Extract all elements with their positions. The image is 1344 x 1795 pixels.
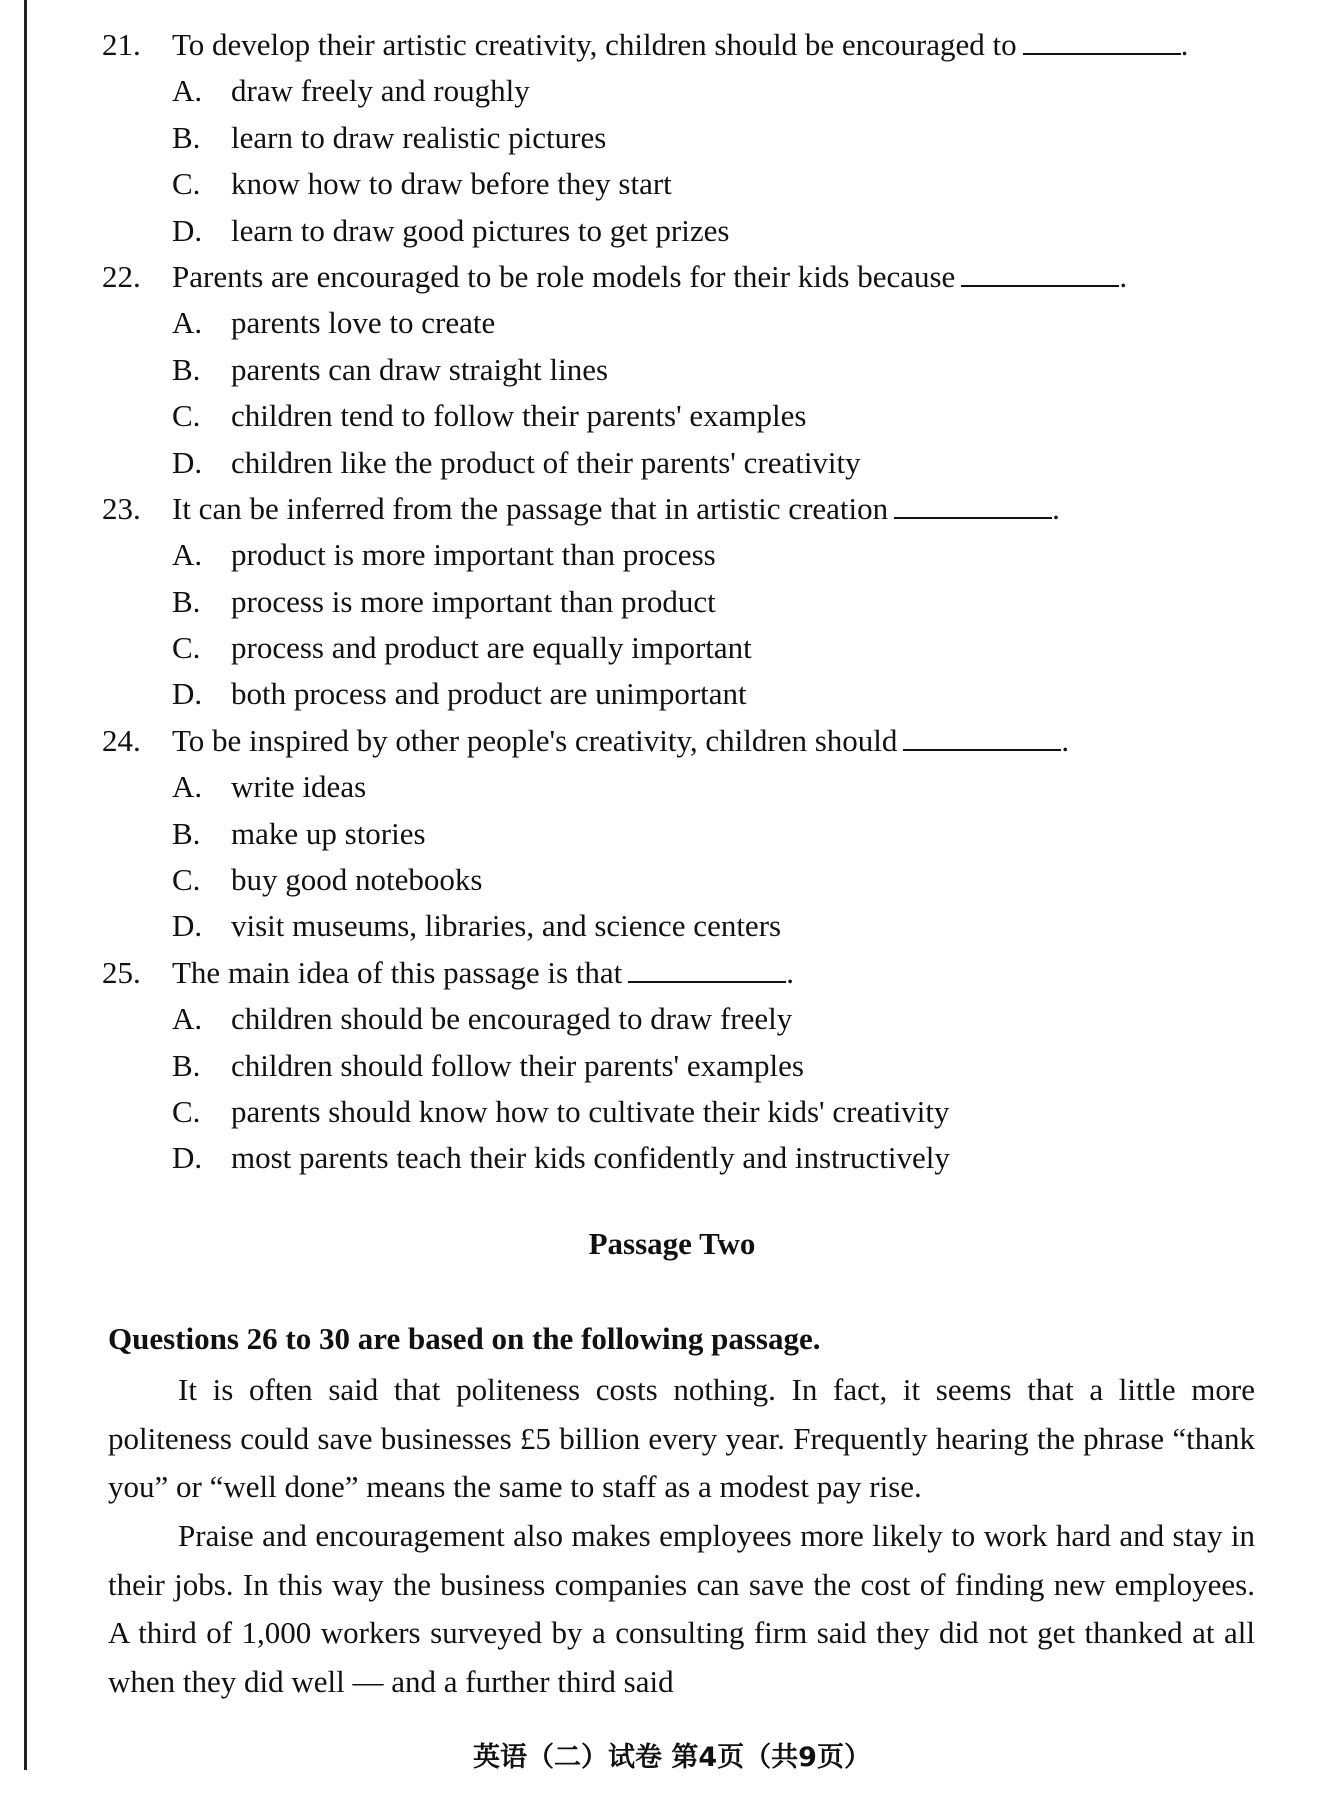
option-text: draw freely and roughly <box>231 73 530 109</box>
answer-blank <box>1023 29 1181 55</box>
stem-end: . <box>1061 722 1070 758</box>
option-a <box>102 996 1282 1042</box>
option-text: learn to draw realistic pictures <box>231 119 607 155</box>
option-text: children should follow their parents' examples <box>231 1047 804 1083</box>
option-c <box>102 161 1282 207</box>
option-text: process and product are equally important <box>231 630 752 666</box>
question-text: To be inspired by other people's creativity, children should <box>172 722 898 758</box>
option-letter: D. <box>172 212 203 248</box>
option-b <box>102 1043 1282 1089</box>
option-text: write ideas <box>231 769 367 805</box>
binding-margin-line <box>24 0 27 1770</box>
option-letter: B. <box>172 1047 201 1083</box>
question-23 <box>102 486 1282 718</box>
option-letter: B. <box>172 351 201 387</box>
question-text: Parents are encouraged to be role models for their kids because <box>172 258 956 294</box>
option-text: parents can draw straight lines <box>231 351 609 387</box>
option-text: children should be encouraged to draw freely <box>231 1001 793 1037</box>
option-letter: C. <box>172 630 201 666</box>
option-text: product is more important than process <box>231 537 716 573</box>
option-text: know how to draw before they start <box>231 166 672 202</box>
option-letter: B. <box>172 119 201 155</box>
question-text: To develop their artistic creativity, children should be encouraged to <box>172 27 1017 62</box>
option-letter: D. <box>172 676 203 712</box>
question-number: 25. <box>102 954 141 990</box>
question-number: 22. <box>102 258 141 294</box>
option-b <box>102 347 1282 393</box>
option-a <box>102 68 1282 114</box>
option-text: parents should know how to cultivate their kids' creativity <box>231 1093 950 1129</box>
option-a <box>102 532 1282 578</box>
page-footer: 英语（二）试卷 第4页（共9页） <box>473 1742 871 1773</box>
option-letter: D. <box>172 1140 203 1176</box>
option-letter: A. <box>172 769 203 805</box>
question-stem <box>102 22 1282 68</box>
question-stem <box>102 254 1282 300</box>
option-letter: D. <box>172 908 203 944</box>
question-stem <box>102 718 1282 764</box>
option-letter: A. <box>172 305 203 341</box>
passage-instruction: Questions 26 to 30 are based on the following passage. <box>108 1321 821 1356</box>
option-b <box>102 579 1282 625</box>
option-c <box>102 857 1282 903</box>
question-text: The main idea of this passage is that <box>172 954 623 990</box>
option-d <box>102 208 1282 254</box>
stem-end: . <box>1119 258 1128 294</box>
option-text: parents love to create <box>231 305 496 341</box>
passage-paragraph-1: It is often said that politeness costs nothing. In fact, it seems that a little more politeness could save businesses £5 billion every year. Frequently hearing the phrase “thank you” or “well done” means the same to staff as a modest pay rise. <box>108 1372 1255 1504</box>
option-c <box>102 1089 1282 1135</box>
question-22 <box>102 254 1282 486</box>
question-stem <box>102 950 1282 996</box>
option-text: make up stories <box>231 815 426 851</box>
option-d <box>102 1135 1282 1181</box>
option-text: children tend to follow their parents' examples <box>231 398 807 434</box>
option-text: visit museums, libraries, and science centers <box>231 908 782 944</box>
stem-end: . <box>786 954 794 990</box>
option-letter: C. <box>172 862 201 898</box>
passage-title: Passage Two <box>588 1226 756 1261</box>
question-number: 24. <box>102 722 141 758</box>
option-letter: C. <box>172 166 201 202</box>
option-letter: B. <box>172 583 201 619</box>
option-text: buy good notebooks <box>231 862 483 898</box>
option-letter: C. <box>172 398 201 434</box>
option-a <box>102 300 1282 346</box>
answer-blank <box>903 725 1061 751</box>
question-number: 21. <box>102 27 141 62</box>
option-c <box>102 393 1282 439</box>
option-letter: A. <box>172 1001 203 1037</box>
option-letter: C. <box>172 1093 201 1129</box>
option-text: children like the product of their parents' creativity <box>231 444 861 480</box>
option-a <box>102 764 1282 810</box>
option-text: learn to draw good pictures to get prizes <box>231 212 730 248</box>
stem-end: . <box>1052 490 1060 526</box>
option-letter: B. <box>172 815 201 851</box>
option-d <box>102 440 1282 486</box>
question-number: 23. <box>102 490 141 526</box>
question-21 <box>102 22 1282 254</box>
question-list <box>102 22 1282 1182</box>
option-text: process is more important than product <box>231 583 716 619</box>
option-letter: D. <box>172 444 203 480</box>
stem-end: . <box>1180 27 1189 62</box>
option-d <box>102 671 1282 717</box>
passage-paragraph-2: Praise and encouragement also makes employees more likely to work hard and stay in their jobs. In this way the business companies can save the cost of finding new employees. A third of 1,000 workers surveyed by a consulting firm said they did not get thanked at all when they did well — and a further third said <box>108 1518 1255 1699</box>
question-25 <box>102 950 1282 1182</box>
option-b <box>102 811 1282 857</box>
option-b <box>102 115 1282 161</box>
option-letter: A. <box>172 73 203 109</box>
answer-blank <box>894 493 1052 519</box>
option-letter: A. <box>172 537 203 573</box>
option-text: most parents teach their kids confidently and instructively <box>231 1140 950 1176</box>
question-stem <box>102 486 1282 532</box>
question-text: It can be inferred from the passage that in artistic creation <box>172 490 889 526</box>
option-text: both process and product are unimportant <box>231 676 747 712</box>
answer-blank <box>628 957 786 983</box>
option-d <box>102 903 1282 949</box>
answer-blank <box>961 261 1119 287</box>
question-24 <box>102 718 1282 950</box>
option-c <box>102 625 1282 671</box>
